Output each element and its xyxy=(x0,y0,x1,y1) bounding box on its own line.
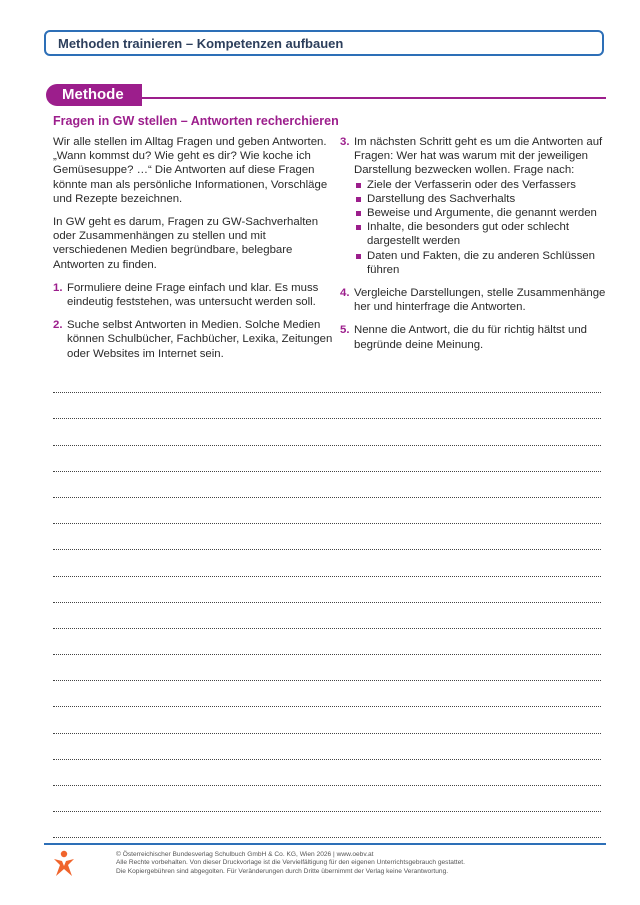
writing-line[interactable] xyxy=(53,786,601,812)
writing-line[interactable] xyxy=(53,812,601,838)
bullet-item: Darstellung des Sachverhalts xyxy=(354,192,608,206)
writing-line[interactable] xyxy=(53,524,601,550)
method-tab xyxy=(46,84,142,106)
step-text: Im nächsten Schritt geht es um die Antworten auf Fragen: Wer hat was warum mit der jeweiligen Darstellung bezwecken wollen. Frage nach: xyxy=(354,136,603,177)
right-column xyxy=(340,135,608,361)
intro-paragraph: Wir alle stellen im Alltag Fragen und geben Antworten. „Wann kommst du? Wie geht es dir? Wie koche ich Gemüsesuppe? …“ Die Antworten auf diese Fragen könnte man als persönliche Informationen, Vorschläge und Rezepte bezeichnen. xyxy=(53,136,328,205)
step-number: 1. xyxy=(53,281,63,294)
writing-line[interactable] xyxy=(53,367,601,393)
writing-line[interactable] xyxy=(53,550,601,576)
step-number: 3. xyxy=(340,136,350,148)
bullet-square-icon xyxy=(356,211,361,216)
writing-line[interactable] xyxy=(53,734,601,760)
header-title: Methoden trainieren – Kompetenzen aufbauen xyxy=(58,36,344,51)
writing-line[interactable] xyxy=(53,498,601,524)
bullet-item: Ziele der Verfasserin oder des Verfassers xyxy=(354,178,608,192)
header-title-box xyxy=(44,30,604,56)
method-divider xyxy=(142,97,606,99)
writing-lines-area[interactable] xyxy=(53,367,601,838)
writing-line[interactable] xyxy=(53,681,601,707)
step-number: 5. xyxy=(340,324,350,337)
step-5 xyxy=(340,323,608,351)
question-bullet-list xyxy=(354,178,608,277)
footer-copyright xyxy=(116,851,586,876)
writing-line[interactable] xyxy=(53,419,601,445)
writing-line[interactable] xyxy=(53,629,601,655)
step-text: Nenne die Antwort, die du für richtig hältst und begründe deine Meinung. xyxy=(354,324,588,351)
writing-line[interactable] xyxy=(53,577,601,603)
writing-line[interactable] xyxy=(53,446,601,472)
oebv-logo-icon xyxy=(52,850,76,878)
bullet-item: Beweise und Argumente, die genannt werden xyxy=(354,206,608,220)
method-subtitle: Fragen in GW stellen – Antworten recherchieren xyxy=(53,114,339,128)
step-text: Suche selbst Antworten in Medien. Solche Medien können Schulbücher, Fachbücher, Lexika, Zeitungen oder Websites im Internet sein. xyxy=(67,319,333,360)
writing-line[interactable] xyxy=(53,707,601,733)
step-1 xyxy=(53,281,338,309)
bullet-item: Daten und Fakten, die zu anderen Schlüssen führen xyxy=(354,249,608,277)
writing-line[interactable] xyxy=(53,760,601,786)
step-4 xyxy=(340,286,608,314)
step-text: Formuliere deine Frage einfach und klar. Es muss eindeutig feststehen, was untersucht werden soll. xyxy=(67,281,319,309)
step-2 xyxy=(53,318,338,361)
bullet-item: Inhalte, die besonders gut oder schlecht dargestellt werden xyxy=(354,220,608,248)
footer-divider xyxy=(44,843,606,845)
bullet-square-icon xyxy=(356,197,361,202)
left-column xyxy=(53,135,338,370)
step-3 xyxy=(340,135,608,277)
footer-line: © Österreichischer Bundesverlag Schulbuch GmbH & Co. KG, Wien 2026 | www.oebv.at xyxy=(116,851,374,858)
gw-paragraph: In GW geht es darum, Fragen zu GW-Sachverhalten oder Zusammenhängen zu stellen und mit verschiedenen Medien begründbare, belegbare Antworten zu finden. xyxy=(53,216,319,271)
method-tab-label: Methode xyxy=(62,86,124,103)
bullet-square-icon xyxy=(356,183,361,188)
writing-line[interactable] xyxy=(53,393,601,419)
writing-line[interactable] xyxy=(53,472,601,498)
footer-line: Alle Rechte vorbehalten. Von dieser Druckvorlage ist die Vervielfältigung für den eigenen Unterrichtsgebrauch gestattet. xyxy=(116,859,465,867)
writing-line[interactable] xyxy=(53,603,601,629)
step-number: 4. xyxy=(340,287,350,300)
bullet-square-icon xyxy=(356,254,361,259)
step-text: Vergleiche Darstellungen, stelle Zusammenhänge her und hinterfrage die Antworten. xyxy=(354,287,606,314)
bullet-square-icon xyxy=(356,225,361,230)
footer-line: Die Kopiergebühren sind abgegolten. Für Veränderungen durch Dritte übernimmt der Verlag keine Verantwortung. xyxy=(116,867,449,875)
step-number: 2. xyxy=(53,319,63,332)
writing-line[interactable] xyxy=(53,655,601,681)
